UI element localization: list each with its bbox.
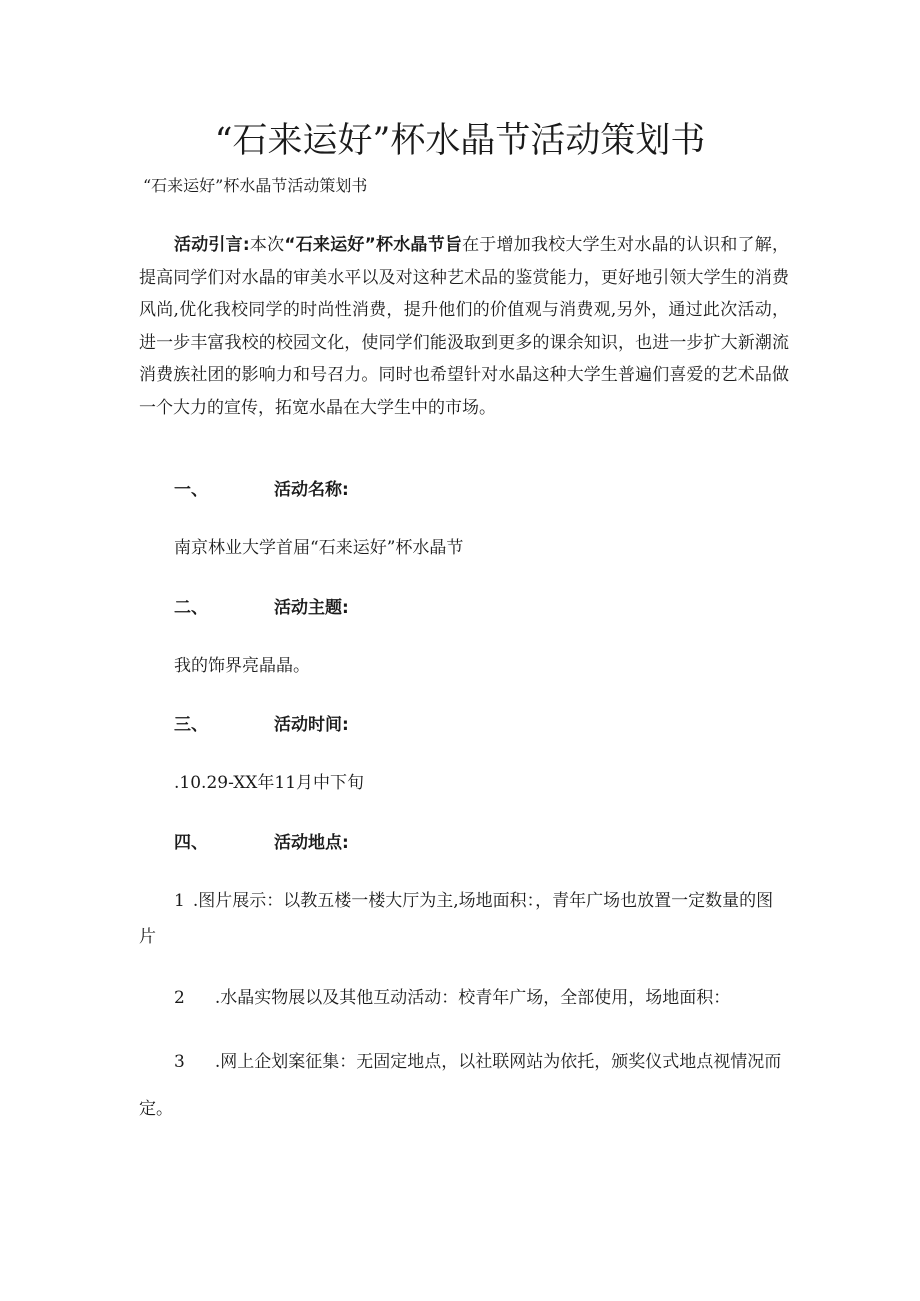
section-heading-label: 活动主题:: [274, 598, 349, 618]
section-heading-theme: [174, 596, 349, 620]
intro-paragraph: [139, 229, 789, 425]
venue-text: .水晶实物展以及其他互动活动：校青年广场，全部使用，场地面积：: [214, 988, 731, 1008]
section-content-time: .10.29-XX年11月中下旬: [174, 773, 365, 793]
venue-number: 1: [174, 891, 185, 911]
section-heading-location: [174, 831, 349, 855]
section-number: 二、: [174, 598, 208, 618]
intro-body: 在于增加我校大学生对水晶的认识和了解，提高同学们对水晶的审美水平以及对这种艺术品的鉴赏能力，更好地引领大学生的消费风尚,优化我校同学的时尚性消费，提升他们的价值观与消费观,另外，通过此次活动，进一步丰富我校的校园文化，使同学们能汲取到更多的课余知识，也进一步扩大新潮流消费族社团的影响力和号召力。同时也希望针对水晶这种大学生普遍们喜爱的艺术品做一个大力的宣传，拓宽水晶在大学生中的市场。: [139, 235, 789, 418]
venue-item-1: [139, 883, 789, 955]
section-content-name: 南京林业大学首届“石来运好”杯水晶节: [174, 538, 464, 558]
section-content-theme: 我的饰界亮晶晶。: [174, 656, 310, 676]
section-number: 四、: [174, 833, 208, 853]
section-number: 一、: [174, 480, 208, 500]
section-heading-label: 活动名称:: [274, 480, 349, 500]
section-heading-name: [174, 478, 349, 502]
section-heading-label: 活动地点:: [274, 833, 349, 853]
section-number: 三、: [174, 715, 208, 735]
intro-event-name: “石来运好”杯水晶节旨: [284, 235, 463, 255]
venue-item-2: [139, 980, 789, 1016]
section-heading-time: [174, 713, 349, 737]
venue-item-3: [139, 1039, 789, 1133]
intro-label: 活动引言:: [174, 235, 250, 255]
venue-text: .网上企划案征集：无固定地点，以社联网站为依托，颁奖仪式地点视情况而定。: [139, 1052, 782, 1119]
document-subtitle: “石来运好”杯水晶节活动策划书: [143, 176, 368, 195]
venue-number: 3: [174, 1052, 185, 1072]
section-heading-label: 活动时间:: [274, 715, 349, 735]
venue-text: .图片展示：以教五楼一楼大厅为主,场地面积：，青年广场也放置一定数量的图片: [139, 891, 774, 947]
document-title: “石来运好”杯水晶节活动策划书: [214, 121, 706, 161]
intro-pre: 本次: [249, 235, 285, 255]
venue-number: 2: [174, 988, 185, 1008]
